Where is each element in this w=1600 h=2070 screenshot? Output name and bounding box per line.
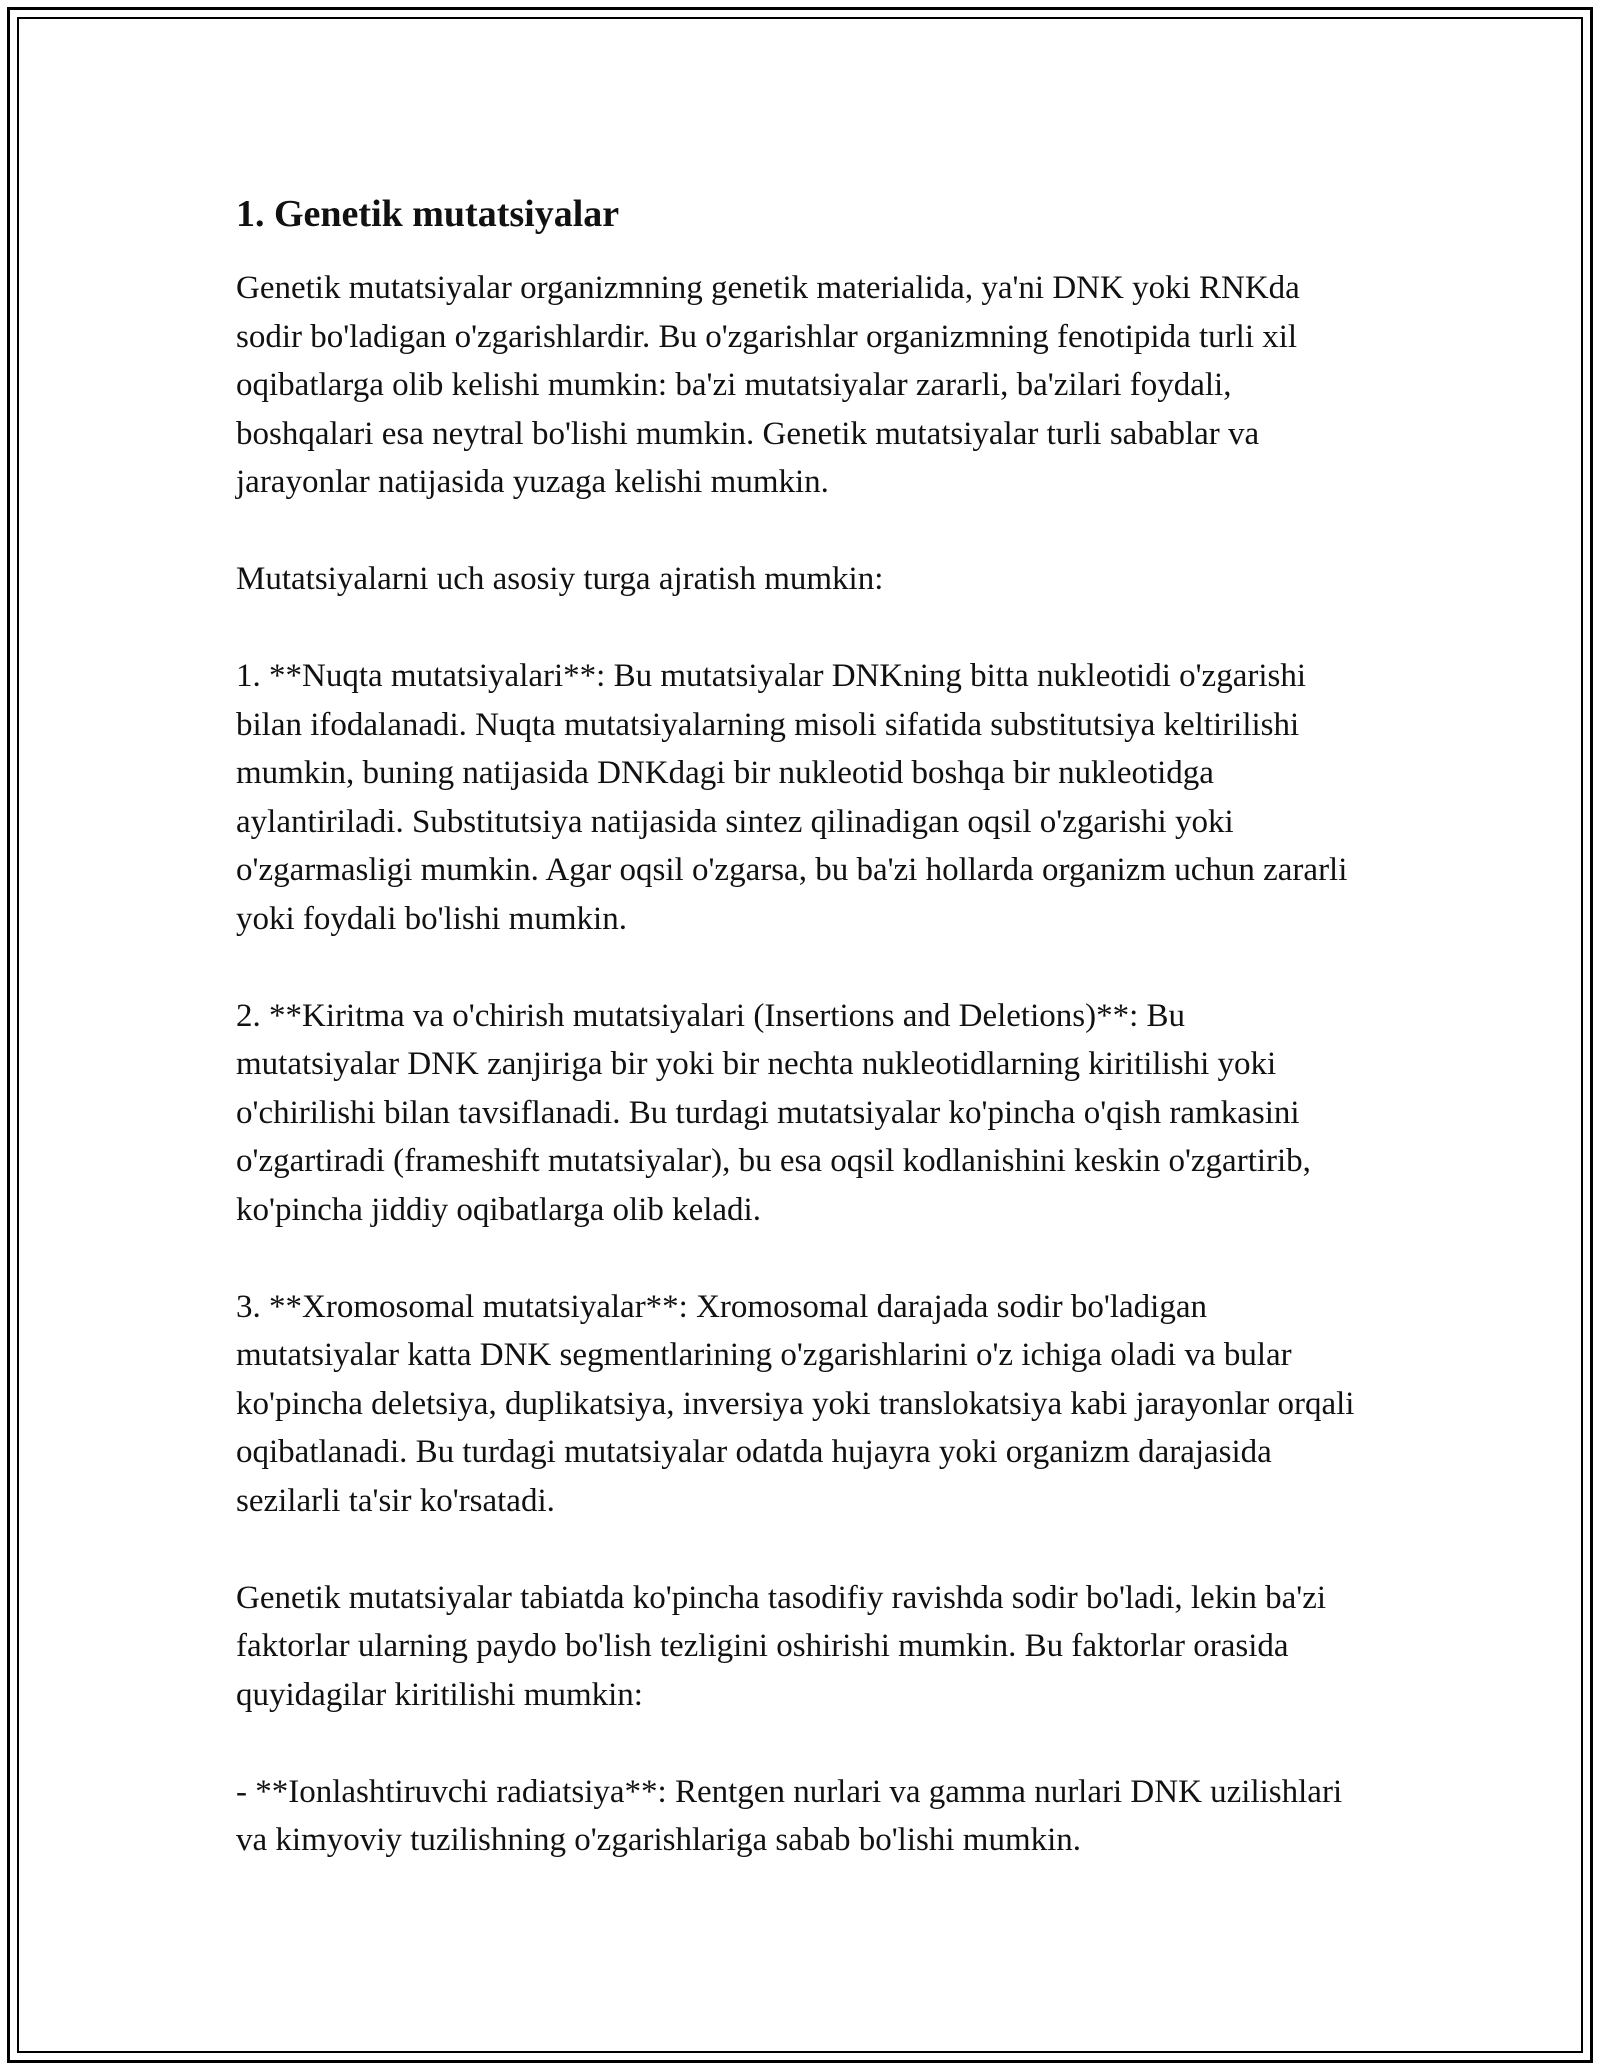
intro-paragraph: Genetik mutatsiyalar organizmning genetik materialida, ya'ni DNK yoki RNKda sodir bo'ladigan o'zgarishlardir. Bu o'zgarishlar organizmning fenotipida turli xil oqibatlarga olib kelishi mumkin: ba'zi mutatsiyalar zararli, ba'zilari foydali, boshqalari esa neytral bo'lishi mumkin. Genetik mutatsiyalar turli sabablar va jarayonlar natijasida yuzaga kelishi mumkin. — [236, 270, 1300, 500]
point-mutations-paragraph: 1. **Nuqta mutatsiyalari**: Bu mutatsiyalar DNKning bitta nukleotidi o'zgarishi bilan ifodalanadi. Nuqta mutatsiyalarning misoli sifatida substitutsiya keltirilishi mumkin, buning natijasida DNKdagi bir nukleotid boshqa bir nukleotidga aylantiriladi. Substitutsiya natijasida sintez qilinadigan oqsil o'zgarishi yoki o'zgarmasligi mumkin. Agar oqsil o'zgarsa, bu ba'zi hollarda organizm uchun zararli yoki foydali bo'lishi mumkin. — [236, 658, 1348, 937]
insertions-deletions-paragraph: 2. **Kiritma va o'chirish mutatsiyalari (Insertions and Deletions)**: Bu mutatsiyalar DNK zanjiriga bir yoki bir nechta nukleotidlarning kiritilishi yoki o'chirilishi bilan tavsiflanadi. Bu turdagi mutatsiyalar ko'pincha o'qish ramkasini o'zgartiradi (frameshift mutatsiyalar), bu esa oqsil kodlanishini keskin o'zgartirib, ko'pincha jiddiy oqibatlarga olib keladi. — [236, 997, 1311, 1228]
types-intro-paragraph: Mutatsiyalarni uch asosiy turga ajratish mumkin: — [236, 561, 884, 597]
document-body — [236, 190, 1356, 1865]
radiation-factor-paragraph: - **Ionlashtiruvchi radiatsiya**: Rentgen nurlari va gamma nurlari DNK uzilishlari va kimyoviy tuzilishning o'zgarishlariga sabab bo'lishi mumkin. — [236, 1773, 1343, 1858]
factors-intro-paragraph: Genetik mutatsiyalar tabiatda ko'pincha tasodifiy ravishda sodir bo'ladi, lekin ba'zi faktorlar ularning paydo bo'lish tezligini oshirishi mumkin. Bu faktorlar orasida quyidagilar kiritilishi mumkin: — [236, 1579, 1327, 1713]
document-title: 1. Genetik mutatsiyalar — [236, 193, 620, 235]
chromosomal-mutations-paragraph: 3. **Xromosomal mutatsiyalar**: Xromosomal darajada sodir bo'ladigan mutatsiyalar katta DNK segmentlarining o'zgarishlarini o'z ichiga oladi va bular ko'pincha deletsiya, duplikatsiya, inversiya yoki translokatsiya kabi jarayonlar orqali oqibatlanadi. Bu turdagi mutatsiyalar odatda hujayra yoki organizm darajasida sezilarli ta'sir ko'rsatadi. — [236, 1288, 1355, 1519]
